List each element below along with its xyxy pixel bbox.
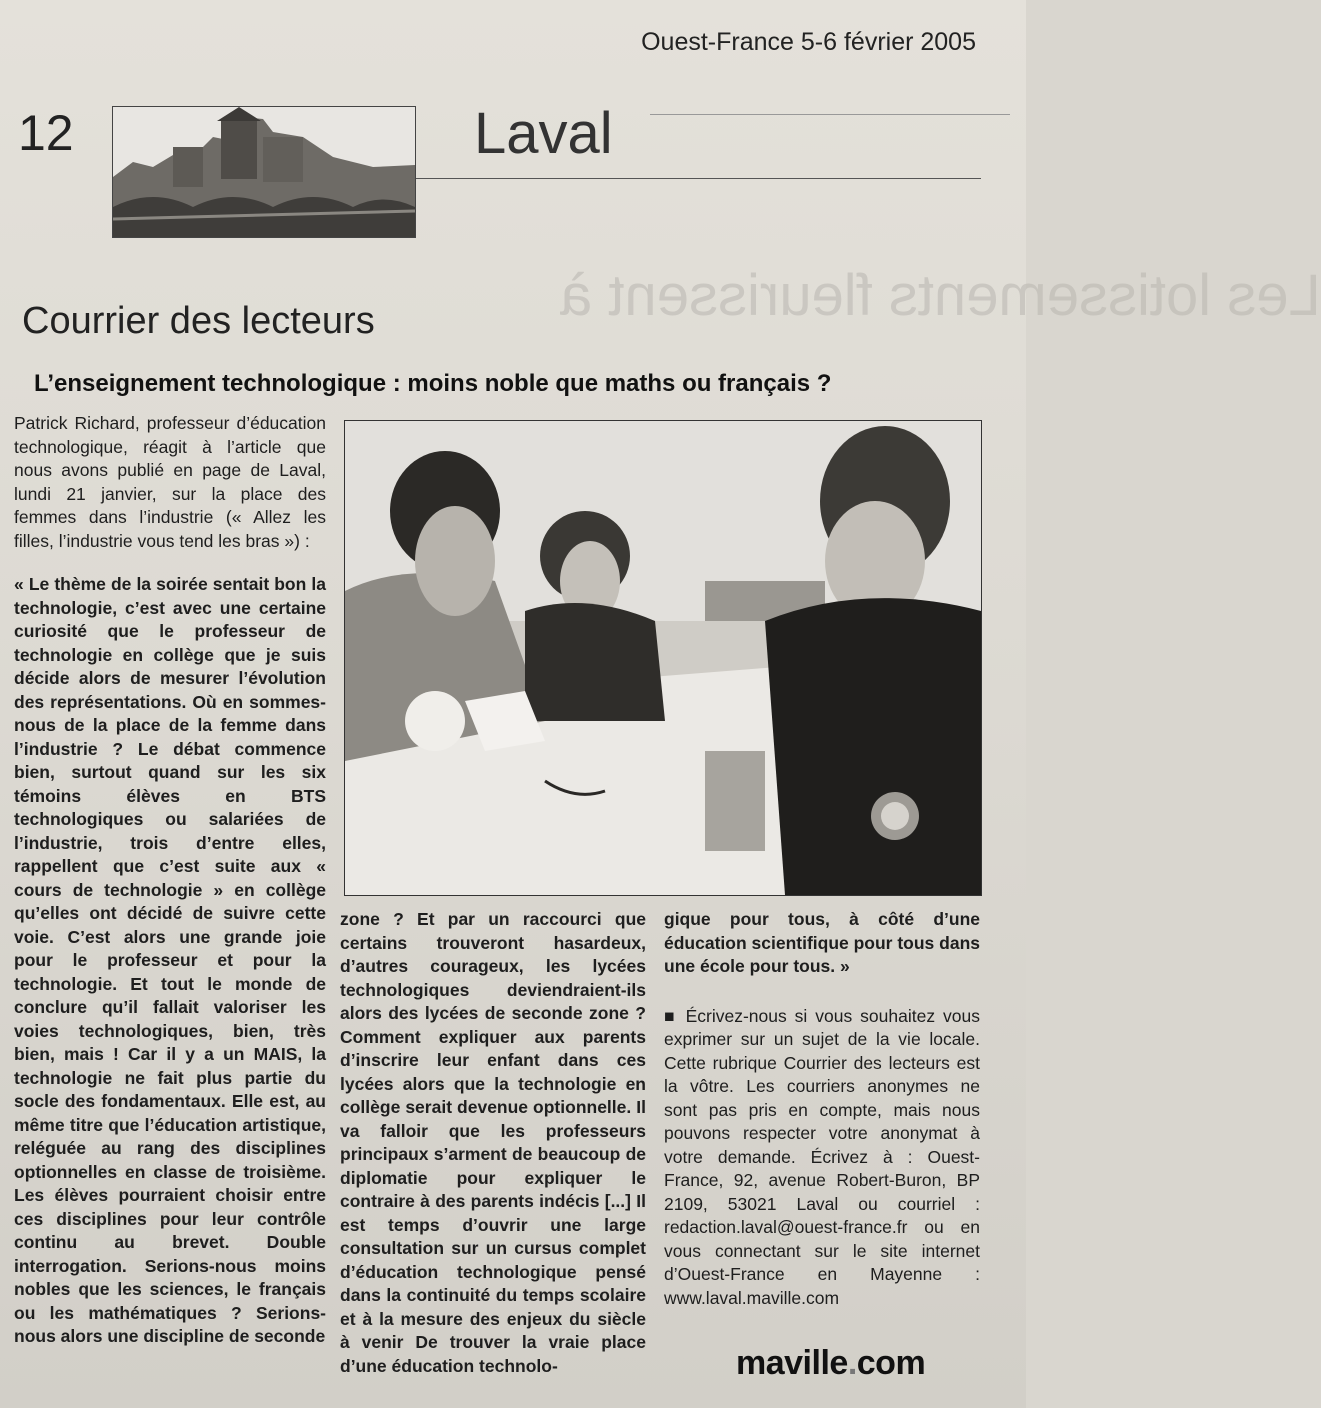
students-workshop-photo [344, 420, 982, 896]
bleed-through-text: Les lotissements fleurissent à [560, 263, 1321, 328]
article-column-3 [664, 908, 980, 1310]
divider [416, 178, 981, 179]
article-headline: L’enseignement technologique : moins noble que maths ou français ? [34, 370, 832, 397]
divider [650, 114, 1010, 115]
article-body-part-1: « Le thème de la soirée sentait bon la technologie, c’est avec une certaine curiosité que le professeur de technologie en collège que je suis décide alors de mesurer l’évolution des représentations. Où en sommes-nous de la place de la femme dans l’industrie ? Le débat commence bien, surtout quand sur les six témoins élèves en BTS technologiques ou salariées de l’industrie, trois d’entre elles, rappellent que c’est suite aux « cours de technologie » en collège qu’elles ont décidé de suivre cette voie. C’est alors une grande joie pour le professeur et pour la technologie. Et tout le monde de conclure qu’il fallait valoriser les voies technologiques, bien, très bien, mais ! Car il y a un MAIS, la technologie ne fait plus partie du socle des fondamentaux. Elle est, au même titre que l’éducation artistique, reléguée au rang des disciplines optionnelles en classe de troisième. Les élèves pourraient choisir entre ces disciplines pour leur contrôle continu au brevet. Double interrogation. Serions-nous moins nobles que les sciences, le français ou les mathématiques ? Serions-nous alors une discipline de seconde [14, 574, 326, 1346]
page-number: 12 [18, 105, 74, 161]
section-title: Laval [474, 101, 613, 166]
article-column-2 [340, 908, 646, 1378]
page-title: Courrier des lecteurs [22, 300, 375, 342]
article-column-1 [14, 412, 326, 1349]
article-body-part-2: zone ? Et par un raccourci que certains trouveront hasardeux, d’autres courageux, les lycées technologiques deviendraient-ils alors des lycées de seconde zone ? Comment expliquer aux parents d’inscrire leur enfant dans ces lycées alors que la technologie en collège serait devenue optionnelle. Il va falloir que les professeurs principaux s’arment de beaucoup de diplomatie pour expliquer le contraire à des parents indécis [...] Il est temps d’ouvrir une large consultation sur un cursus complet d’éducation technologique pensé dans la continuité du temps scolaire et à la mesure des enjeux du siècle à venir De trouver la vraie place d’une éducation technolo- [340, 909, 646, 1376]
maville-logo: maville.com [736, 1344, 926, 1382]
article-intro: Patrick Richard, professeur d’éducation technologique, réagit à l’article que nous avons publié en page de Laval, lundi 21 janvier, sur la place des femmes dans l’industrie (« Allez les filles, l’industrie vous tend les bras ») : [14, 413, 326, 551]
article-body-part-3: gique pour tous, à côté d’une éducation scientifique pour tous dans une école pour tous. » [664, 909, 980, 976]
reader-notice: ■ Écrivez-nous si vous souhaitez vous exprimer sur un sujet de la vie locale. Cette rubrique Courrier des lecteurs est la vôtre. Les courriers anonymes ne sont pas pris en compte, mais nous pouvons respecter votre anonymat à votre demande. Écrivez à : Ouest-France, 92, avenue Robert-Buron, BP 2109, 53021 Laval ou courriel : redaction.laval@ouest-france.fr ou en vous connectant sur le site internet d’Ouest-France en Mayenne : www.laval.maville.com [664, 1005, 980, 1308]
masthead: Ouest-France 5-6 février 2005 [641, 28, 976, 56]
laval-castle-banner-image [112, 106, 416, 238]
